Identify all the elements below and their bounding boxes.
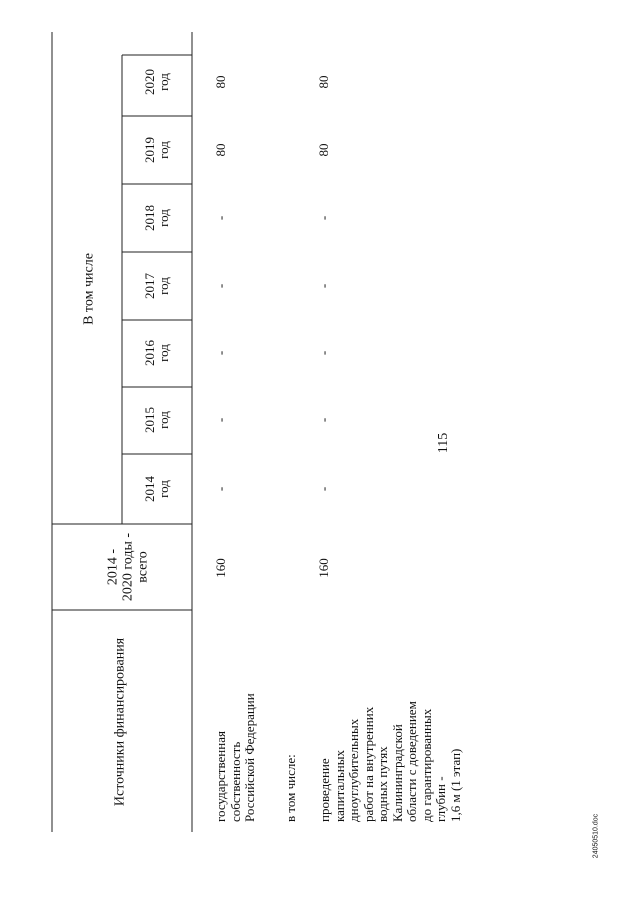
header-total-line-1: 2014 - [105, 548, 121, 586]
row-1-2018: - [213, 215, 228, 221]
header-total-line-2: 2020 годы - [120, 532, 136, 602]
header-including: В том числе [81, 253, 97, 325]
row-1-2017: - [213, 283, 228, 289]
row-1-2020: 80 [213, 75, 228, 89]
year-label: 2017 [142, 273, 157, 299]
row-1-2014: - [213, 486, 228, 492]
row-3-2020: 80 [316, 75, 331, 89]
page-number: 115 [436, 432, 451, 454]
document-id: 24050510.doc [592, 813, 600, 859]
year-label: 2015 [142, 407, 157, 433]
row-1-2016: - [213, 350, 228, 356]
year-label: 2019 [142, 137, 157, 163]
year-unit: год [156, 480, 171, 498]
row-3-total: 160 [316, 558, 331, 578]
year-unit: год [156, 344, 171, 362]
year-column-2015 [143, 407, 171, 433]
year-unit: год [156, 209, 171, 227]
row-label-federal-property: государственная собственность Российской Федерации [213, 693, 257, 822]
header-total-line-3: всего [135, 551, 151, 583]
row-3-2015: - [316, 417, 331, 423]
year-unit: год [156, 411, 171, 429]
row-3-2017: - [316, 283, 331, 289]
row-1-2019: 80 [213, 143, 228, 157]
year-column-2016 [143, 340, 171, 366]
row-label-dredging-works: проведение капитальных дноуглубительных работ на внутренних водных путях Калининградской области с доведением до гарантированных глубин - 1,6 м (1 этап) [317, 701, 463, 822]
year-column-2018 [143, 205, 171, 231]
header-sources: Источники финансирования [112, 637, 128, 807]
header-total [106, 533, 151, 601]
row-3-2014: - [316, 486, 331, 492]
row-1-2015: - [213, 417, 228, 423]
year-column-2020 [143, 69, 171, 95]
row-label-including: в том числе: [283, 754, 298, 822]
year-label: 2016 [142, 340, 157, 366]
year-label: 2014 [142, 476, 157, 502]
row-3-2019: 80 [316, 143, 331, 157]
year-column-2017 [143, 273, 171, 299]
year-unit: год [156, 277, 171, 295]
row-3-2018: - [316, 215, 331, 221]
year-label: 2020 [142, 69, 157, 95]
year-unit: год [156, 141, 171, 159]
year-label: 2018 [142, 205, 157, 231]
year-column-2019 [143, 137, 171, 163]
row-3-2016: - [316, 350, 331, 356]
year-unit: год [156, 73, 171, 91]
row-1-total: 160 [213, 558, 228, 578]
year-column-2014 [143, 476, 171, 502]
